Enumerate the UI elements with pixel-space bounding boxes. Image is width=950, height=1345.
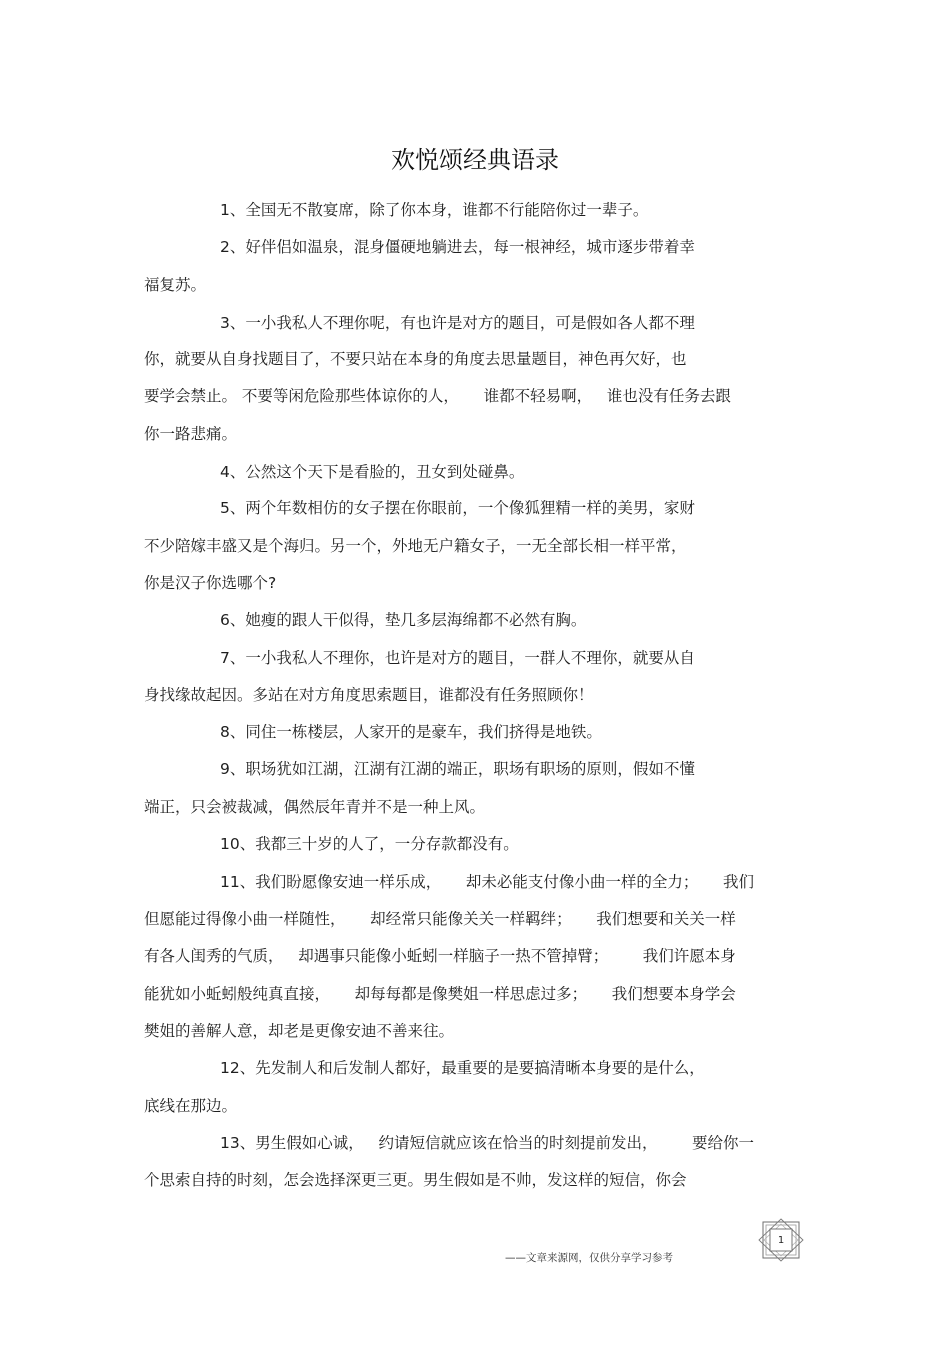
text-line: 2、好伴侣如温泉，混身僵硬地躺进去，每一根神经，城市逐步带着幸: [220, 238, 695, 256]
text-line: 9、职场犹如江湖，江湖有江湖的端正，职场有职场的原则，假如不懂: [220, 760, 695, 778]
text-line: 3、一小我私人不理你呢，有也许是对方的题目，可是假如各人都不理: [220, 314, 695, 332]
text-line: 樊姐的善解人意，却老是更像安迪不善来往。: [144, 1022, 455, 1040]
text-line: 11、我们盼愿像安迪一样乐成， 却未必能支付像小曲一样的全力； 我们: [220, 873, 754, 891]
text-line: 12、先发制人和后发制人都好，最重要的是要搞清晰本身要的是什么，: [220, 1059, 705, 1077]
text-line: 不少陪嫁丰盛又是个海归。另一个，外地无户籍女子，一无全部长相一样平常，: [144, 537, 687, 555]
source-note: ——文章来源网，仅供分享学习参考: [505, 1252, 673, 1264]
page-number: 1: [777, 1234, 785, 1246]
text-line: 福复苏。: [144, 276, 207, 294]
text-line: 身找缘故起因。多站在对方角度思索题目，谁都没有任务照顾你！: [144, 686, 594, 704]
text-line: 6、她瘦的跟人干似得，垫几多层海绵都不必然有胸。: [220, 611, 587, 629]
text-line: 10、我都三十岁的人了，一分存款都没有。: [220, 835, 519, 853]
text-line: 1、全国无不散宴席，除了你本身，谁都不行能陪你过一辈子。: [220, 201, 649, 219]
text-line: 你一路悲痛。: [144, 425, 238, 443]
text-line: 5、两个年数相仿的女子摆在你眼前，一个像狐狸精一样的美男，家财: [220, 499, 695, 517]
text-line: 底线在那边。: [144, 1097, 238, 1115]
text-line: 但愿能过得像小曲一样随性， 却经常只能像关关一样羁绊； 我们想要和关关一样: [144, 910, 736, 928]
text-line: 能犹如小蚯蚓般纯真直接， 却每每都是像樊姐一样思虑过多； 我们想要本身学会: [144, 985, 736, 1003]
text-line: 你，就要从自身找题目了，不要只站在本身的角度去思量题目，神色再欠好，也: [144, 350, 687, 368]
text-line: 8、同住一栋楼层，人家开的是豪车，我们挤得是地铁。: [220, 723, 602, 741]
text-line: 端正，只会被裁减，偶然辰年青并不是一种上风。: [144, 798, 486, 816]
text-line: 有各人闺秀的气质， 却遇事只能像小蚯蚓一样脑子一热不管掉臂； 我们许愿本身: [144, 947, 736, 965]
text-line: 4、公然这个天下是看脸的，丑女到处碰鼻。: [220, 463, 525, 481]
text-line: 个思索自持的时刻，怎会选择深更三更。男生假如是不帅，发这样的短信，你会: [144, 1171, 687, 1189]
page-number-badge: [757, 1218, 805, 1262]
text-line: 你是汉子你选哪个?: [144, 574, 277, 592]
text-line: 13、男生假如心诚， 约请短信就应该在恰当的时刻提前发出， 要给你一: [220, 1134, 754, 1152]
text-line: 要学会禁止。 不要等闲危险那些体谅你的人， 谁都不轻易啊， 谁也没有任务去跟: [144, 387, 731, 405]
document-title: 欢悦颂经典语录: [391, 146, 559, 174]
text-line: 7、一小我私人不理你，也许是对方的题目，一群人不理你，就要从自: [220, 649, 695, 667]
